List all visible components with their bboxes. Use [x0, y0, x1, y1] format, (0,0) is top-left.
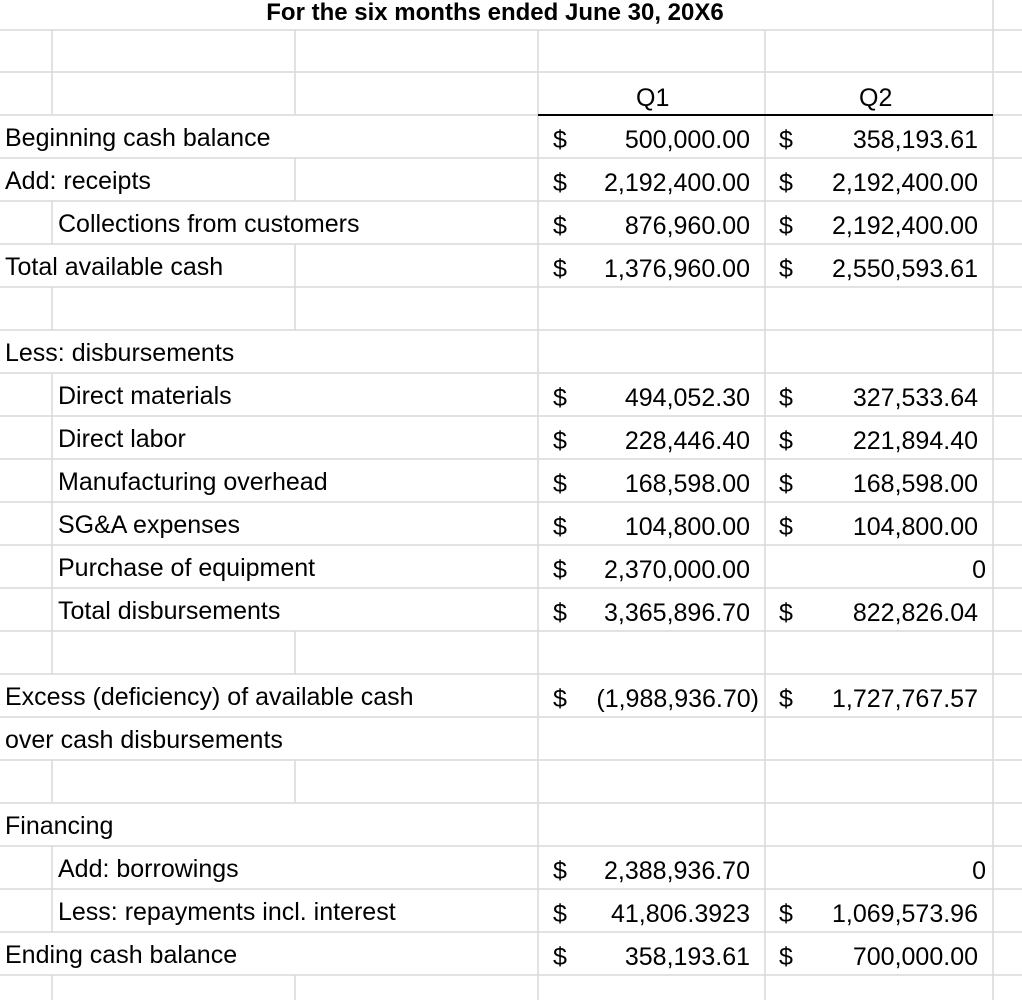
q1-currency: $: [553, 384, 567, 412]
q1-currency: $: [553, 255, 567, 283]
q1-value: 358,193.61: [624, 943, 750, 971]
q1-value: 228,446.40: [624, 427, 750, 455]
row-label: Add: receipts: [5, 167, 151, 195]
q2-currency: $: [779, 900, 793, 928]
q2-value: 168,598.00: [852, 470, 978, 498]
row-label: Purchase of equipment: [58, 554, 316, 582]
q1-value: 168,598.00: [624, 470, 750, 498]
section-label-financing: Financing: [5, 812, 114, 840]
q1-value: 494,052.30: [624, 384, 750, 412]
row-label: Manufacturing overhead: [58, 468, 328, 496]
q1-currency: $: [553, 943, 567, 971]
q2-value: 2,192,400.00: [832, 212, 978, 240]
q1-currency: $: [553, 599, 567, 627]
q1-currency: $: [553, 556, 567, 584]
q2-currency: $: [779, 599, 793, 627]
row-label-continued: over cash disbursements: [5, 726, 283, 754]
q1-currency: $: [553, 212, 567, 240]
q2-currency: $: [779, 470, 793, 498]
section-label-disbursements: Less: disbursements: [5, 339, 235, 367]
q2-value: 0: [972, 857, 986, 885]
q1-currency: $: [553, 126, 567, 154]
q2-value: 358,193.61: [852, 126, 978, 154]
q1-value: 3,365,896.70: [604, 599, 750, 627]
row-label: Excess (deficiency) of available cash: [5, 683, 414, 711]
q1-currency: $: [553, 169, 567, 197]
q1-value: 1,376,960.00: [604, 255, 750, 283]
q2-currency: $: [779, 513, 793, 541]
q2-currency: $: [779, 384, 793, 412]
q1-value: 2,388,936.70: [604, 857, 750, 885]
q1-value: 876,960.00: [624, 212, 750, 240]
q2-value: 822,826.04: [852, 599, 978, 627]
row-label: Total available cash: [5, 253, 224, 281]
q2-value: 104,800.00: [852, 513, 978, 541]
row-label: Less: repayments incl. interest: [58, 898, 396, 926]
row-label: Total disbursements: [58, 597, 281, 625]
q1-currency: $: [553, 900, 567, 928]
q1-currency: $: [553, 427, 567, 455]
q1-value: 500,000.00: [624, 126, 750, 154]
q1-value: 2,370,000.00: [604, 556, 750, 584]
q1-value: 41,806.3923: [610, 900, 750, 928]
row-label: SG&A expenses: [58, 511, 241, 539]
q2-value: 327,533.64: [852, 384, 978, 412]
q1-currency: $: [553, 513, 567, 541]
row-label: Beginning cash balance: [5, 124, 271, 152]
report-title: For the six months ended June 30, 20X6: [266, 0, 724, 26]
q2-currency: $: [779, 169, 793, 197]
q2-value: 700,000.00: [852, 943, 978, 971]
q1-currency: $: [553, 685, 567, 713]
column-header-q1: Q1: [636, 84, 670, 112]
q1-currency: $: [553, 470, 567, 498]
q1-value: 2,192,400.00: [604, 169, 750, 197]
q1-value: 104,800.00: [624, 513, 750, 541]
q2-currency: $: [779, 126, 793, 154]
q2-value: 2,192,400.00: [832, 169, 978, 197]
q2-currency: $: [779, 685, 793, 713]
q2-value: 1,069,573.96: [832, 900, 978, 928]
column-header-q2: Q2: [859, 84, 893, 112]
q2-currency: $: [779, 255, 793, 283]
row-label: Ending cash balance: [5, 941, 238, 969]
row-label: Direct labor: [58, 425, 186, 453]
q2-value: 2,550,593.61: [832, 255, 978, 283]
row-label: Add: borrowings: [58, 855, 239, 883]
q2-value: 221,894.40: [852, 427, 978, 455]
row-label: Collections from customers: [58, 210, 360, 238]
q1-value: (1,988,936.70): [596, 685, 759, 713]
q2-currency: $: [779, 943, 793, 971]
q2-currency: $: [779, 427, 793, 455]
q2-value: 0: [972, 556, 986, 584]
q2-value: 1,727,767.57: [832, 685, 978, 713]
row-label: Direct materials: [58, 382, 232, 410]
q1-currency: $: [553, 857, 567, 885]
header-underline: [538, 114, 993, 116]
q2-currency: $: [779, 212, 793, 240]
